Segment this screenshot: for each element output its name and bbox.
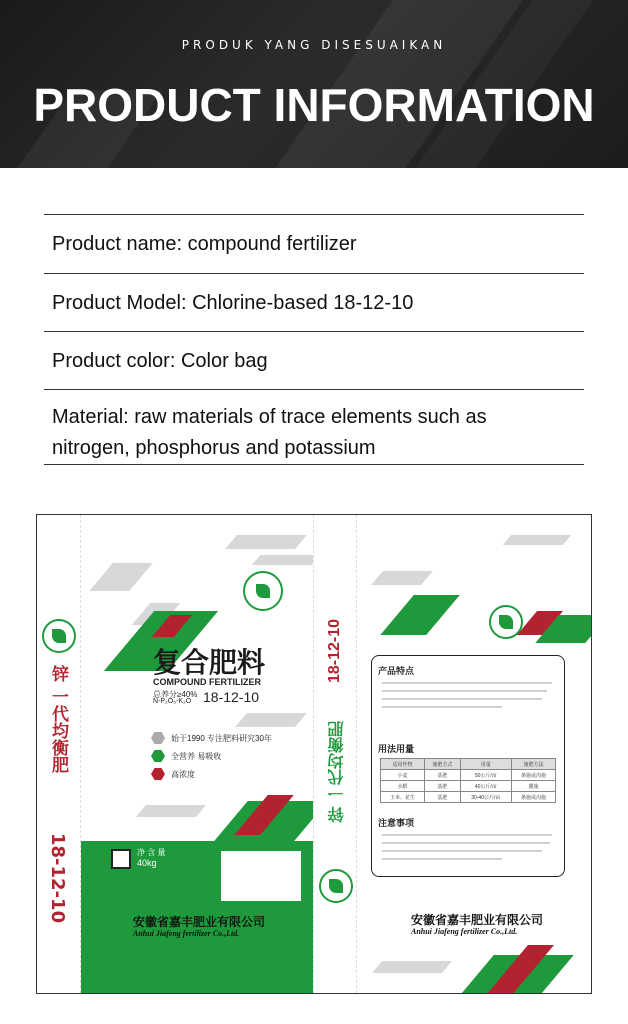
table-header-cell: 施肥方法 bbox=[511, 759, 555, 770]
table-header-cell: 用量 bbox=[460, 759, 511, 770]
spine-ratio: 18-12-10 bbox=[326, 619, 343, 684]
decor-stripe bbox=[371, 571, 433, 585]
banner-subtitle: PRODUK YANG DISESUAIKAN bbox=[181, 38, 447, 52]
table-header-cell: 适用作物 bbox=[381, 759, 425, 770]
decor-stripe bbox=[225, 535, 307, 549]
bag-spine bbox=[313, 515, 357, 993]
banner-title: PRODUCT INFORMATION bbox=[33, 79, 595, 131]
bag-side-left bbox=[37, 515, 81, 993]
feature-hex-icon bbox=[151, 768, 165, 780]
bag-front bbox=[81, 515, 313, 993]
section-heading-notes: 注意事项 bbox=[378, 818, 415, 828]
product-en-title: COMPOUND FERTILIZER bbox=[153, 677, 261, 687]
feature-hex-icon bbox=[151, 750, 165, 762]
info-row-product-color: Product color: Color bag bbox=[44, 331, 584, 389]
material-line-2: nitrogen, phosphorus and potassium bbox=[52, 437, 376, 459]
net-weight: 40kg bbox=[137, 858, 157, 868]
decor-stripe bbox=[235, 713, 307, 727]
section-heading-usage: 用法用量 bbox=[378, 744, 415, 754]
usage-table bbox=[380, 758, 556, 803]
table-row: 玉米、花生 基肥 30-40公斤/亩 条施或沟施 bbox=[381, 792, 556, 803]
qr-code-icon bbox=[111, 849, 131, 869]
decor-stripe bbox=[89, 563, 152, 591]
decor-stripe bbox=[372, 961, 452, 973]
brand-logo-icon bbox=[243, 571, 283, 611]
table-row: 小麦 基肥 50公斤/亩 条施或沟施 bbox=[381, 770, 556, 781]
decor-stripe bbox=[252, 555, 313, 565]
side-slogan: 锌 一代均衡肥 bbox=[48, 665, 68, 773]
white-block bbox=[221, 851, 301, 901]
decor-stripe bbox=[136, 805, 206, 817]
info-row-product-name: Product name: compound fertilizer bbox=[44, 214, 584, 273]
feature-hex-icon bbox=[151, 732, 165, 744]
company-cn-front: 安徽省嘉丰肥业有限公司 bbox=[133, 915, 266, 929]
feature-2: 全营养 易吸收 bbox=[171, 752, 222, 761]
info-row-material bbox=[44, 389, 584, 465]
info-row-product-model: Product Model: Chlorine-based 18-12-10 bbox=[44, 273, 584, 331]
back-info-panel bbox=[371, 655, 565, 877]
feature-3: 高浓度 bbox=[171, 770, 195, 779]
product-info-list bbox=[44, 214, 584, 465]
company-en-front: Anhui Jiafeng fertilizer Co.,Ltd. bbox=[133, 929, 240, 938]
feature-1: 始于1990 专注肥料研究30年 bbox=[171, 734, 272, 743]
nutrient-formula: N-P₂O₅-K₂O bbox=[153, 698, 192, 705]
decor-stripe bbox=[380, 595, 460, 635]
side-ratio: 18-12-10 bbox=[47, 833, 68, 924]
decor-stripe bbox=[503, 535, 571, 545]
product-cn-title: 复合肥料 bbox=[153, 646, 266, 679]
material-line-1: Material: raw materials of trace elements such as bbox=[52, 406, 487, 428]
header-banner bbox=[0, 0, 628, 168]
brand-logo-icon bbox=[42, 619, 76, 653]
bag-back bbox=[357, 515, 592, 993]
table-row: 水稻 基肥 40公斤/亩 撒施 bbox=[381, 781, 556, 792]
table-header-cell: 施肥方式 bbox=[425, 759, 461, 770]
section-heading-features: 产品特点 bbox=[378, 666, 415, 676]
company-en-back: Anhui Jiafeng fertilizer Co.,Ltd. bbox=[411, 927, 518, 936]
package-image bbox=[36, 514, 592, 994]
nutrient-label: 总养分≥40% bbox=[153, 690, 198, 699]
brand-logo-icon bbox=[319, 869, 353, 903]
ratio-label: 18-12-10 bbox=[203, 689, 260, 705]
company-cn-back: 安徽省嘉丰肥业有限公司 bbox=[411, 913, 544, 927]
net-label: 净 含 量 bbox=[137, 848, 166, 857]
spine-slogan: 锌 一代均衡肥 bbox=[327, 721, 346, 823]
